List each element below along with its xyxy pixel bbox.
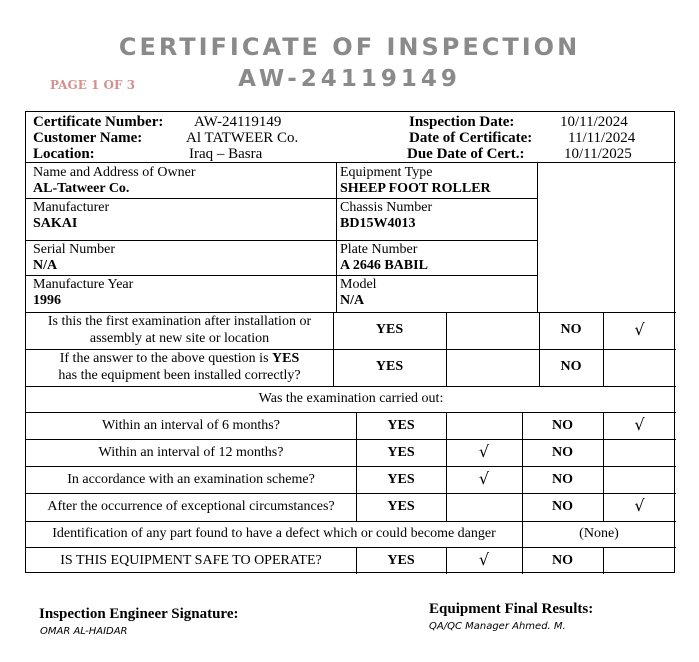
qa-manager-signature: QA/QC Manager Ahmed. M.: [429, 621, 566, 632]
serial-value: N/A: [33, 258, 58, 273]
interval-12-label: Within an interval of 12 months?: [98, 445, 284, 460]
chassis-value: BD15W4013: [340, 216, 416, 231]
owner-label: Name and Address of Owner: [33, 165, 196, 180]
due-date-value: 10/11/2025: [564, 146, 632, 162]
inspection-date-label: Inspection Date:: [409, 114, 515, 130]
installed-question-line2: has the equipment been installed correctly?: [58, 368, 301, 383]
equipment-type-label: Equipment Type: [340, 165, 433, 180]
model-value: N/A: [340, 293, 365, 308]
scheme-yes: YES: [387, 472, 415, 487]
first-exam-yes: YES: [375, 322, 404, 337]
interval-6-no: NO: [552, 418, 573, 433]
year-value: 1996: [33, 293, 61, 308]
exceptional-label: After the occurrence of exceptional circumstances?: [47, 499, 335, 514]
exceptional-no: NO: [552, 499, 573, 514]
scheme-label: In accordance with an examination scheme?: [67, 472, 315, 487]
certificate-title: CERTIFICATE OF INSPECTION: [118, 33, 581, 61]
exceptional-yes: YES: [387, 499, 415, 514]
safe-no: NO: [552, 553, 573, 568]
safe-yes-check-icon: √: [478, 550, 490, 569]
plate-label: Plate Number: [340, 242, 418, 257]
customer-name-value: Al TATWEER Co.: [186, 130, 299, 146]
defect-label: Identification of any part found to have a defect which or could become danger: [52, 526, 496, 541]
engineer-signature-label: Inspection Engineer Signature:: [39, 606, 239, 622]
exceptional-no-check-icon: √: [634, 496, 645, 515]
engineer-signature: OMAR AL-HAIDAR: [40, 626, 128, 637]
certificate-number-value: AW-24119149: [194, 114, 282, 130]
interval-12-yes: YES: [387, 445, 415, 460]
date-of-certificate-value: 11/11/2024: [568, 130, 636, 146]
chassis-label: Chassis Number: [340, 200, 433, 215]
interval-6-no-check-icon: √: [634, 415, 645, 434]
interval-12-yes-check-icon: √: [478, 442, 490, 461]
location-value: Iraq – Basra: [189, 146, 263, 162]
safe-label: IS THIS EQUIPMENT SAFE TO OPERATE?: [60, 553, 322, 568]
scheme-no: NO: [552, 472, 573, 487]
interval-12-no: NO: [552, 445, 573, 460]
carried-out-heading: Was the examination carried out:: [258, 391, 444, 406]
year-label: Manufacture Year: [33, 277, 134, 292]
plate-value: A 2646 BABIL: [340, 258, 428, 273]
location-label: Location:: [33, 146, 95, 162]
safe-yes: YES: [387, 553, 415, 568]
inspection-table: [25, 111, 675, 573]
first-exam-question-line2: assembly at new site or location: [89, 331, 270, 346]
first-exam-no: NO: [560, 322, 582, 337]
certificate-number-label: Certificate Number:: [33, 114, 164, 130]
installed-no: NO: [560, 359, 582, 374]
installed-yes: YES: [375, 359, 404, 374]
certificate-code-title: AW-24119149: [238, 66, 461, 92]
owner-value: AL-Tatweer Co.: [33, 181, 130, 196]
model-label: Model: [340, 277, 377, 292]
installed-question-line1: If the answer to the above question is YES: [59, 351, 300, 366]
due-date-label: Due Date of Cert.:: [407, 146, 525, 162]
final-results-label: Equipment Final Results:: [429, 601, 594, 617]
customer-name-label: Customer Name:: [33, 130, 143, 146]
scheme-yes-check-icon: √: [478, 469, 490, 488]
defect-value: (None): [579, 526, 619, 541]
interval-6-yes: YES: [387, 418, 415, 433]
manufacturer-label: Manufacturer: [33, 200, 110, 215]
date-of-certificate-label: Date of Certificate:: [409, 130, 533, 146]
interval-6-label: Within an interval of 6 months?: [102, 418, 280, 433]
first-exam-no-check-icon: √: [634, 320, 645, 339]
equipment-type-value: SHEEP FOOT ROLLER: [340, 181, 491, 196]
first-exam-question-line1: Is this the first examination after installation or: [47, 314, 312, 329]
page-indicator: PAGE 1 OF 3: [50, 78, 136, 92]
inspection-date-value: 10/11/2024: [560, 114, 628, 130]
manufacturer-value: SAKAI: [33, 216, 78, 231]
serial-label: Serial Number: [33, 242, 116, 257]
